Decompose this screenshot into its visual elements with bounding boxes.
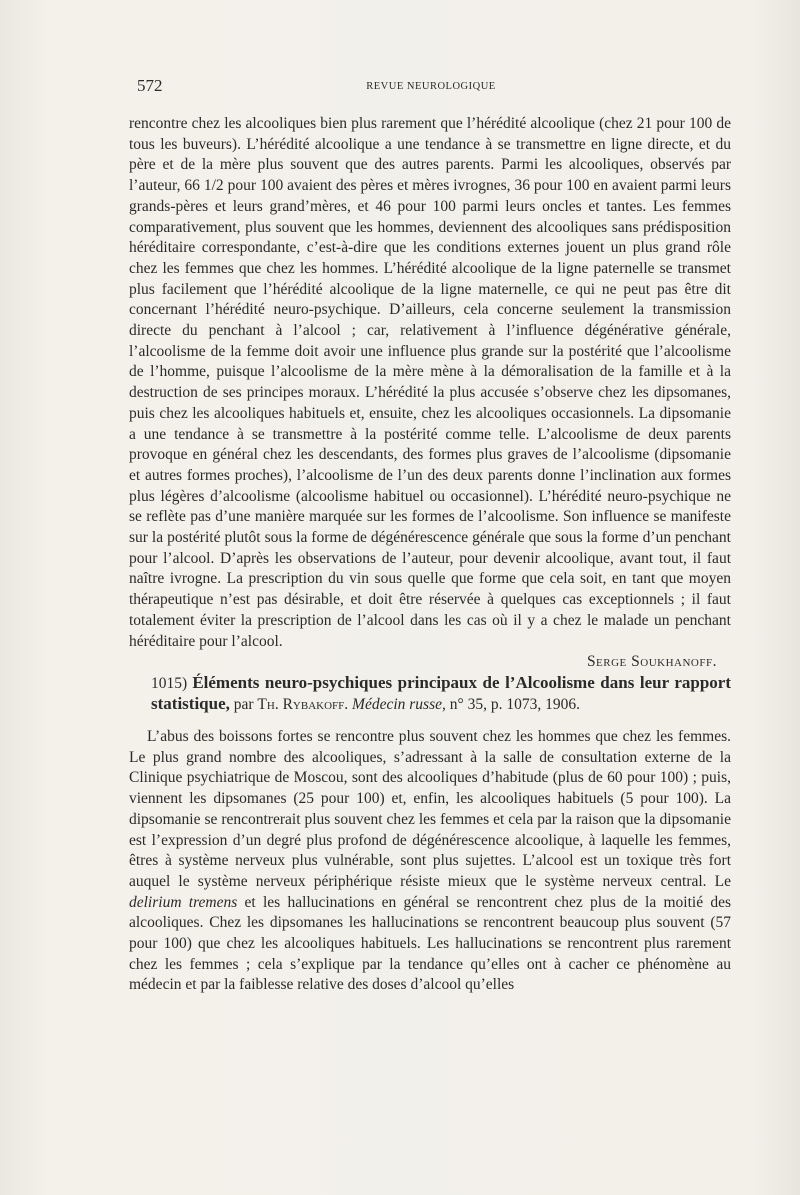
article-journal: Médecin russe, bbox=[352, 695, 446, 713]
article-title: Éléments neuro-psychiques principaux de l’Alcoolisme dans leur rapport statistique, bbox=[151, 672, 731, 713]
article-by: par bbox=[233, 695, 254, 713]
signature: Serge Soukhanoff. bbox=[586, 653, 717, 671]
article-paragraph bbox=[129, 727, 731, 996]
article-heading bbox=[129, 673, 731, 715]
continued-paragraph: rencontre chez les alcooliques bien plus rarement que l’hérédité alcoolique (chez 21 pour 100 de tous les buveurs). L’hérédité alcoolique a une tendance à se transmettre en ligne directe, et du père et de la mère plus souvent que des autres parents. Parmi les alcooliques, observés par l’auteur, 66 1/2 pour 100 avaient des pères et mères ivrognes, 36 pour 100 en avaient parmi leurs grands-pères et leurs grand’mères, et 46 pour 100 parmi leurs oncles et tantes. Les femmes comparativement, plus souvent que les hommes, deviennent des alcooliques sans prédisposition héréditaire correspondante, c’est-à-dire que les conditions externes jouent un plus grand rôle chez les femmes que chez les hommes. L’hérédité alcoolique de la ligne paternelle se transmet plus facilement que l’hérédité alcoolique de la ligne maternelle, ce qui ne peut pas être dit concernant l’hérédité neuro-psychique. D’ailleurs, cela concerne seulement la transmission directe du penchant à l’alcool ; car, relativement à l’influence dégénérative générale, l’alcoolisme de la femme doit avoir une influence plus grande sur la postérité que l’alcoolisme de l’homme, puisque l’alcoolisme de la mère mène à la démoralisation de la famille et à la destruction de ses principes moraux. L’hérédité la plus accusée s’observe chez les dipsomanes, puis chez les alcooliques habituels et, ensuite, chez les alcooliques occasionnels. La dipsomanie a une tendance à se transmettre à la postérité comme telle. L’alcoolisme de deux parents provoque en général chez les descendants, des formes plus graves de l’alcoolisme (dipsomanie et autres formes proches), l’alcoolisme de l’un des deux parents donne l’inclination aux formes plus légères d’alcoolisme (alcoolisme habituel ou occasionnel). L’hérédité neuro-psychique ne se reflète pas d’une manière marquée sur les formes de l’alcoolisme. Son influence se manifeste sur la postérité plutôt sous la forme de dégénérescence générale que sous la forme d’un penchant pour l’alcool. D’après les observations de l’auteur, pour devenir alcoolique, avant tout, il faut naître ivrogne. La prescription du vin sous quelle que forme que cela soit, en tant que moyen thérapeutique n’est pas désirable, et doit être réservée à quelques cas exceptionnels ; il faut totalement éviter la prescription de l’alcool dans les cas où il y a chez le malade un penchant héréditaire pour l’alcool. bbox=[129, 115, 731, 650]
page-number: 572 bbox=[137, 76, 163, 95]
article-author: Th. Rybakoff. bbox=[257, 695, 349, 713]
article-citation: n° 35, p. 1073, 1906. bbox=[449, 695, 580, 713]
body-text bbox=[129, 114, 731, 996]
page-header bbox=[137, 76, 725, 98]
italic-term: delirium tremens bbox=[129, 893, 238, 911]
article-paragraph-end: et les hallucinations en général se rencontrent chez plus de la moitié des alcooliques. Chez les dipsomanes les hallucinations se rencontrent beaucoup plus souvent (57 pour 100) que chez les alcooliques habituels. Les hallucinations se rencontrent plus rarement chez les femmes ; cela s’explique par la tendance qu’elles ont à cacher ce phénomène au médecin et par la faiblesse relative des doses d’alcool qu’elles bbox=[129, 893, 732, 994]
article-number: 1015) bbox=[151, 674, 188, 692]
running-head: REVUE NEUROLOGIQUE bbox=[366, 81, 496, 92]
article-paragraph-start: L’abus des boissons fortes se rencontre plus souvent chez les hommes que chez les femmes. Le plus grand nombre des alcooliques, s’adressant à la salle de consultation externe de la Clinique psychiatrique de Moscou, sont des alcooliques d’habitude (plus de 60 pour 100) ; puis, viennent les dipsomanes (25 pour 100) et, enfin, les alcooliques habituels (5 pour 100). La dipsomanie se rencontrerait plus souvent chez les femmes et cela par la raison que la dipsomanie est l’expression d’un degré plus profond de dégénérescence alcoolique, à laquelle les femmes, êtres à système nerveux plus vulnérable, sont plus sujettes. L’alcool est un toxique très fort auquel le système nerveux périphérique résiste mieux que le système nerveux central. Le bbox=[129, 727, 731, 890]
